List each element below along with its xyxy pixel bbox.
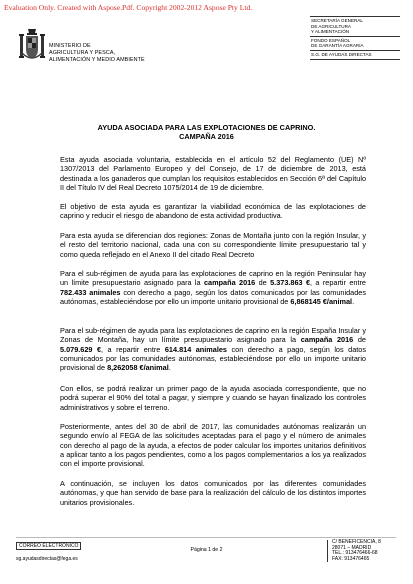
address-line: C/ BENEFICENCIA, 8	[332, 539, 381, 545]
paragraph-text	[60, 326, 366, 372]
ministry-line: AGRICULTURA Y PESCA,	[49, 50, 116, 57]
text-run: con derecho a pago, según los datos comunicados por las comunidades autónomas, estableciéndose por ello un importe unitario provisional de	[60, 287, 366, 306]
text-run: de	[255, 278, 271, 288]
bold-run: 5.079.629 €	[60, 344, 102, 354]
paragraph-2	[60, 202, 366, 221]
bold-run: campaña 2016	[300, 335, 354, 345]
paragraph-text: Esta ayuda asociada voluntaria, establecida en el artículo 52 del Reglamento (UE) Nº 1307/2013 del Parlamento Europeo y del Consejo, de 17 de diciembre de 2013, está destinada a los ganaderos que cumplan los requisitos establecidos en Sección 6ª del Capítulo II del Título IV del Real Decreto 1075/2014 de 19 de diciembre.	[60, 155, 366, 192]
department-row	[310, 16, 400, 36]
text-run: con derecho a pago, según los datos comunicados por las comunidades autónomas, estableciéndose por ello un importe unitario provisional de	[60, 344, 366, 372]
bold-run: 5.373.863 €	[270, 278, 311, 288]
watermark-text: Evaluation Only. Created with Aspose.Pdf. Copyright 2002-2012 Aspose Pty Ltd.	[4, 3, 253, 12]
text-run: , a repartir entre	[101, 344, 165, 354]
paragraph-text: A continuación, se incluyen los datos comunicados por las diferentes comunidades autónomas, y que han servido de base para la realización del cálculo de los distintos importes unitarios provisionales.	[60, 479, 366, 507]
ministry-line: ALIMENTACIÓN Y MEDIO AMBIENTE	[49, 57, 145, 64]
address-line: FAX: 913476465	[332, 555, 370, 562]
paragraph-6	[60, 384, 366, 412]
bold-run: 782.433 animales	[60, 287, 121, 297]
department-row	[310, 36, 400, 50]
title-line: AYUDA ASOCIADA PARA LAS EXPLOTACIONES DE CAPRINO.	[97, 123, 316, 132]
paragraph-5	[60, 326, 366, 372]
department-line: DE AGRICULTURA	[311, 23, 351, 29]
department-line: FONDO ESPAÑOL	[311, 37, 351, 43]
bold-run: 8,262058 €/animal	[107, 363, 169, 372]
email-link[interactable]: sg.ayudasdirectas@fega.es	[16, 556, 78, 562]
paragraph-7	[60, 422, 366, 468]
document-title	[0, 123, 413, 141]
text-run: , a repartir entre	[310, 278, 366, 288]
ministry-name	[49, 43, 145, 65]
department-row	[310, 50, 400, 60]
paragraph-1	[60, 155, 366, 192]
footer-address	[327, 540, 381, 562]
paragraph-3	[60, 231, 366, 259]
paragraph-8	[60, 479, 366, 507]
department-line: S.G. DE AYUDAS DIRECTAS	[311, 51, 372, 57]
department-header-box	[310, 16, 400, 60]
ministry-line: MINISTERIO DE	[49, 43, 91, 49]
bold-run: campaña 2016	[204, 278, 256, 288]
footer-divider	[16, 537, 396, 538]
department-line: DE GARANTÍA AGRARIA	[311, 43, 364, 49]
text-run: .	[352, 296, 355, 306]
address-line: TEL.: 913476466-68	[332, 550, 378, 557]
paragraph-text: Posteriormente, antes del 30 de abril de 2017, las comunidades autónomas realizarán un segundo envío al FEGA de las solicitudes aceptadas para el pago y el número de animales con derecho al pago de la ayuda, a efectos de poder calcular los importes unitarios definitivos a aplicar tanto a los pagos pendientes, como a los pagos complementarios a los ya realizados con el importe provisional.	[60, 422, 366, 468]
bold-run: 614.814 animales	[164, 344, 227, 354]
bold-run: 6,868145 €/animal	[290, 296, 353, 306]
page-number: Página 1 de 2	[190, 547, 223, 553]
coat-of-arms-icon	[19, 27, 45, 67]
paragraph-text: Con ellos, se podrá realizar un primer pago de la ayuda asociada correspondiente, que no podrá superar el 90% del total a pagar, y siempre y cuando se hayan finalizado los controles administrativos y sobre el terreno.	[60, 384, 366, 412]
email-label: CORREO ELECTRÓNICO	[16, 542, 81, 550]
paragraph-text: El objetivo de esta ayuda es garantizar la viabilidad económica de las explotaciones de caprino y reducir el riesgo de abandono de esta actividad productiva.	[60, 202, 366, 221]
title-line: CAMPAÑA 2016	[179, 132, 234, 142]
department-line: SECRETARÍA GENERAL	[311, 18, 363, 23]
paragraph-text: Para esta ayuda se diferencian dos regiones: Zonas de Montaña junto con la región Insular, y el resto del territorio nacional, cada una con su correspondiente límite presupuestario tal y como queda reflejado en el Anexo II del citado Real Decreto	[60, 231, 366, 259]
paragraph-text	[60, 269, 366, 306]
text-run: de	[353, 335, 366, 345]
text-run: Para el sub-régimen de ayuda para las explotaciones de caprino en la región Peninsular hay un límite presupuestario asignado para la	[60, 269, 366, 288]
text-run: Para el sub-régimen de ayuda para las explotaciones de caprino en la región España Insular y Zonas de Montaña, hay un límite presupuestario asignado para la	[60, 326, 366, 345]
paragraph-4	[60, 269, 366, 306]
text-run: .	[168, 363, 171, 372]
address-line: 28071 – MADRID	[332, 544, 372, 551]
department-line: Y ALIMENTACIÓN	[311, 29, 350, 35]
